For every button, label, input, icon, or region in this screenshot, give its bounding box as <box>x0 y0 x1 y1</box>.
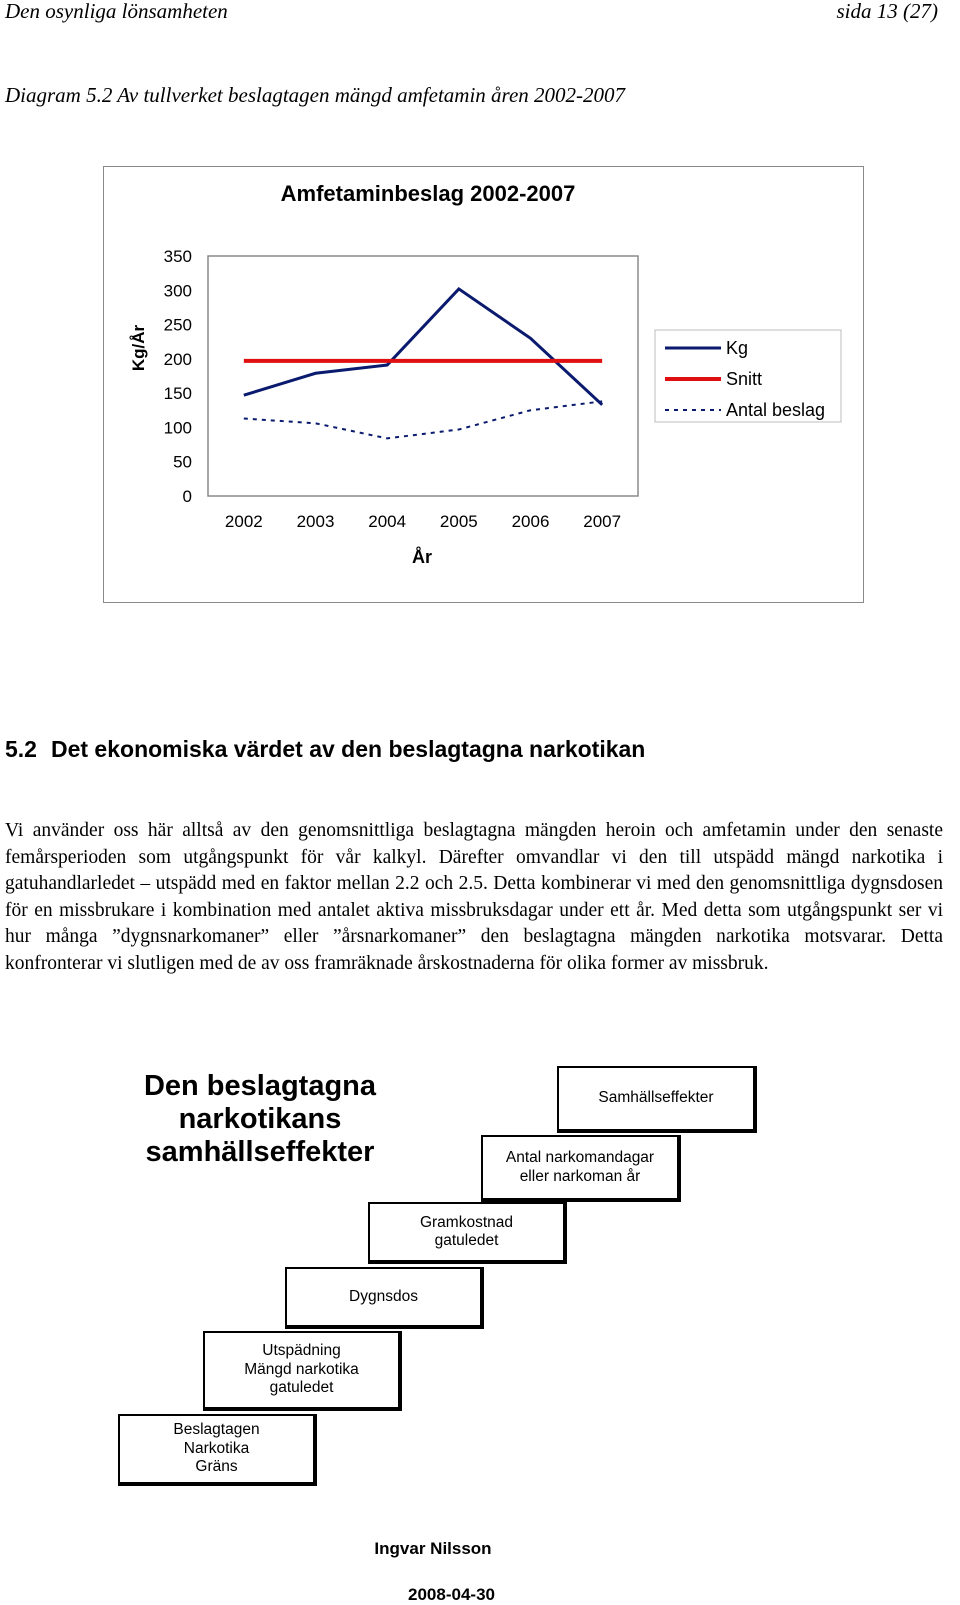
step-label: Beslagtagen Narkotika Gräns <box>173 1421 260 1476</box>
step-antal-narkomandagar <box>481 1135 681 1202</box>
step-label: Gramkostnad gatuledet <box>419 1213 514 1249</box>
header-page-number: sida 13 (27) <box>836 0 938 23</box>
x-tick-label: 2004 <box>368 512 407 531</box>
staircase-diagram-title: Den beslagtagna narkotikans samhällseffekter <box>143 1070 377 1168</box>
y-tick-label: 0 <box>182 487 192 506</box>
step-gramkostnad <box>368 1202 567 1264</box>
legend-label: Antal beslag <box>726 400 826 420</box>
y-tick-label: 150 <box>163 384 192 404</box>
step-utspadning <box>203 1331 402 1411</box>
step-label: Samhällseffekter <box>598 1089 714 1107</box>
chart-title: Amfetaminbeslag 2002-2007 <box>280 181 576 206</box>
series-line-antal-beslag <box>244 401 602 438</box>
y-tick-label: 50 <box>173 452 192 472</box>
x-tick-label: 2007 <box>583 512 622 531</box>
document-date: 2008-04-30 <box>408 1585 495 1604</box>
section-title: Det ekonomiska värdet av den beslagtagna narkotikan <box>50 736 646 762</box>
y-tick-label: 250 <box>163 315 192 335</box>
series-layer <box>244 289 602 438</box>
x-axis-label: År <box>411 547 433 567</box>
y-tick-label: 350 <box>163 247 192 266</box>
step-beslagtagen-narkotika <box>118 1414 317 1486</box>
step-label: Dygnsdos <box>349 1287 418 1305</box>
step-samhallseffekter <box>557 1066 757 1133</box>
legend <box>655 330 841 422</box>
diagram-caption: Diagram 5.2 Av tullverket beslagtagen mängd amfetamin åren 2002-2007 <box>5 83 626 107</box>
step-label: Antal narkomandagar eller narkoman år <box>505 1149 655 1185</box>
step-dygnsdos <box>285 1267 484 1329</box>
y-tick-label: 300 <box>163 281 192 301</box>
y-axis-ticks <box>164 247 192 506</box>
y-tick-label: 100 <box>163 418 192 438</box>
x-tick-label: 2003 <box>296 512 335 531</box>
x-tick-label: 2002 <box>224 512 263 531</box>
header-document-title: Den osynliga lönsamheten <box>5 0 228 23</box>
series-line-kg <box>244 289 602 405</box>
x-tick-label: 2005 <box>439 512 478 531</box>
section-heading <box>5 736 645 763</box>
body-paragraph: Vi använder oss här alltså av den genomsnittliga beslagtagna mängden heroin och amfetamin under den senaste femårsperioden som utgångspunkt för vår kalkyl. Därefter omvandlar vi den till utspädd mängd narkotika i gatuhandlarledet – utspädd med en faktor mellan 2.2 och 2.5. Detta kombinerar vi med den genomsnittliga dygnsdosen för en missbrukare i kombination med antalet aktiva missbruksdagar under ett år. Med detta som utgångspunkt ser vi hur många ”dygnsnarkomaner” eller ”årsnarkomaner” den beslagtagna mängden narkotika motsvarar. Detta konfronterar vi slutligen med de av oss framräknade årskostnaderna för olika former av missbruk. <box>5 820 943 974</box>
y-tick-label: 200 <box>163 349 192 369</box>
section-number: 5.2 <box>5 736 37 762</box>
plot-area <box>208 256 638 496</box>
y-axis-label: Kg/År <box>129 324 148 372</box>
author-name: Ingvar Nilsson <box>374 1539 492 1558</box>
chart-frame <box>103 166 864 603</box>
x-tick-label: 2006 <box>511 512 550 531</box>
legend-label: Kg <box>726 338 749 358</box>
legend-label: Snitt <box>726 369 763 389</box>
line-chart <box>104 167 863 602</box>
step-label: Utspädning Mängd narkotika gatuledet <box>244 1342 359 1397</box>
x-axis-ticks <box>225 512 621 531</box>
